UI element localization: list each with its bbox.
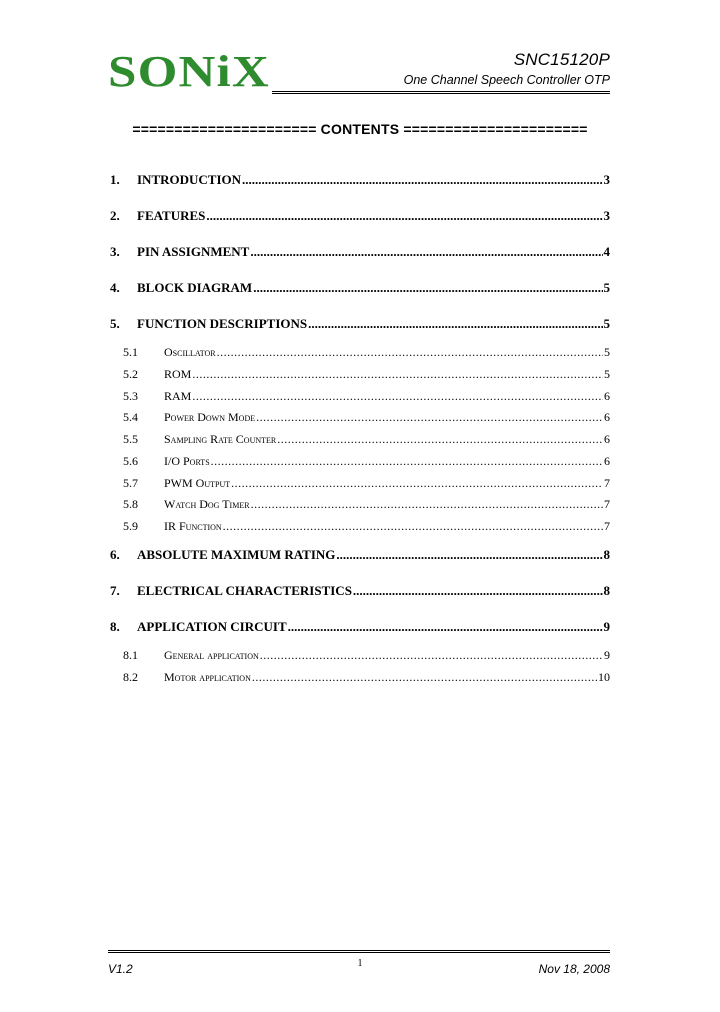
toc-dot-leader <box>288 619 603 635</box>
toc-entry-page: 3 <box>603 172 610 187</box>
toc-entry-absolute-maximum-rating[interactable] <box>110 547 610 563</box>
toc-entry-number: 8.1 <box>123 648 138 662</box>
toc-dot-leader <box>336 547 602 563</box>
toc-entry-number: 5.1 <box>123 345 138 359</box>
toc-entry-number: 5. <box>110 316 120 331</box>
toc-entry-title: PIN ASSIGNMENT <box>137 244 250 259</box>
toc-entry-title: FUNCTION DESCRIPTIONS <box>137 316 308 331</box>
toc-entry-introduction[interactable] <box>110 172 610 188</box>
header-rule-secondary <box>272 93 610 94</box>
svg-text:SONiX: SONiX <box>108 50 270 92</box>
toc-entry-title: Watch Dog Timer <box>164 497 250 511</box>
toc-entry-page: 3 <box>603 208 610 223</box>
toc-entry-number: 5.2 <box>123 367 138 381</box>
toc-entry-page: 5 <box>603 280 610 295</box>
sonix-logo <box>108 50 272 92</box>
toc-dot-leader <box>250 244 602 260</box>
toc-entry-title: ELECTRICAL CHARACTERISTICS <box>137 583 352 598</box>
footer-rule <box>108 950 610 951</box>
document-subtitle: One Channel Speech Controller OTP <box>403 73 610 87</box>
toc-entry-page: 5 <box>603 316 610 331</box>
toc-entry-page: 7 <box>604 519 610 533</box>
toc-entry-page: 7 <box>604 476 610 490</box>
toc-entry-title: BLOCK DIAGRAM <box>137 280 253 295</box>
toc-entry-rom[interactable] <box>123 367 610 382</box>
toc-entry-page: 8 <box>603 583 610 598</box>
toc-entry-number: 7. <box>110 583 120 598</box>
toc-entry-title: PWM Output <box>164 476 231 490</box>
toc-dot-leader <box>253 280 602 296</box>
toc-entry-io-ports[interactable] <box>123 454 610 469</box>
footer-page-number: 1 <box>357 958 363 969</box>
toc-entry-block-diagram[interactable] <box>110 280 610 296</box>
toc-entry-title: APPLICATION CIRCUIT <box>137 619 287 634</box>
toc-entry-title: RAM <box>164 389 192 403</box>
toc-dot-leader <box>192 389 603 404</box>
toc-entry-features[interactable] <box>110 208 610 224</box>
toc-entry-pin-assignment[interactable] <box>110 244 610 260</box>
toc-entry-electrical-characteristics[interactable] <box>110 583 610 599</box>
toc-entry-page: 4 <box>603 244 610 259</box>
toc-entry-general-application[interactable] <box>123 648 610 663</box>
toc-entry-title: Motor application <box>164 670 251 684</box>
toc-dot-leader <box>308 316 602 332</box>
toc-entry-ir-function[interactable] <box>123 519 610 534</box>
toc-entry-number: 5.6 <box>123 454 138 468</box>
toc-entry-page: 9 <box>604 648 610 662</box>
toc-entry-number: 1. <box>110 172 120 187</box>
toc-entry-page: 9 <box>603 619 610 634</box>
toc-entry-pwm-output[interactable] <box>123 476 610 491</box>
toc-entry-page: 5 <box>604 345 610 359</box>
toc-dot-leader <box>206 208 602 224</box>
toc-entry-number: 3. <box>110 244 120 259</box>
toc-entry-ram[interactable] <box>123 389 610 404</box>
toc-entry-page: 5 <box>604 367 610 381</box>
toc-entry-oscillator[interactable] <box>123 345 610 360</box>
toc-entry-page: 7 <box>604 497 610 511</box>
document-title: SNC15120P <box>513 50 610 69</box>
toc-entry-number: 8.2 <box>123 670 138 684</box>
toc-dot-leader <box>211 454 603 469</box>
toc-entry-number: 5.7 <box>123 476 138 490</box>
toc-entry-page: 6 <box>604 432 610 446</box>
toc-dot-leader <box>260 648 603 663</box>
toc-dot-leader <box>217 345 603 360</box>
toc-dot-leader <box>252 670 597 685</box>
toc-entry-number: 5.3 <box>123 389 138 403</box>
toc-entry-number: 4. <box>110 280 120 295</box>
toc-entry-watch-dog-timer[interactable] <box>123 497 610 512</box>
toc-entry-page: 6 <box>604 454 610 468</box>
toc-entry-title: FEATURES <box>137 208 206 223</box>
toc-entry-title: Oscillator <box>164 345 216 359</box>
contents-heading: ====================== CONTENTS ====================== <box>132 121 588 137</box>
toc-entry-page: 10 <box>598 670 610 684</box>
toc-dot-leader <box>192 367 603 382</box>
toc-entry-number: 8. <box>110 619 120 634</box>
toc-entry-number: 2. <box>110 208 120 223</box>
footer-rule-secondary <box>108 952 610 953</box>
toc-entry-page: 6 <box>604 410 610 424</box>
toc-entry-page: 8 <box>603 547 610 562</box>
footer-version: V1.2 <box>108 962 133 976</box>
toc-entry-number: 5.5 <box>123 432 138 446</box>
toc-dot-leader <box>353 583 603 599</box>
toc-dot-leader <box>223 519 603 534</box>
toc-entry-motor-application[interactable] <box>123 670 610 685</box>
toc-entry-title: IR Function <box>164 519 222 533</box>
toc-entry-page: 6 <box>604 389 610 403</box>
header-rule <box>272 91 610 92</box>
toc-entry-sampling-rate-counter[interactable] <box>123 432 610 447</box>
toc-entry-title: ROM <box>164 367 192 381</box>
toc-entry-title: I/O Ports <box>164 454 210 468</box>
toc-entry-number: 6. <box>110 547 120 562</box>
toc-entry-number: 5.9 <box>123 519 138 533</box>
toc-dot-leader <box>251 497 603 512</box>
toc-entry-number: 5.8 <box>123 497 138 511</box>
toc-entry-power-down-mode[interactable] <box>123 410 610 425</box>
toc-entry-application-circuit[interactable] <box>110 619 610 635</box>
toc-dot-leader <box>231 476 603 491</box>
toc-dot-leader <box>256 410 603 425</box>
toc-entry-title: Power Down Mode <box>164 410 256 424</box>
footer-date: Nov 18, 2008 <box>538 962 610 976</box>
toc-entry-title: INTRODUCTION <box>137 172 242 187</box>
toc-entry-function-descriptions[interactable] <box>110 316 610 332</box>
toc-entry-title: General application <box>164 648 259 662</box>
toc-entry-title: ABSOLUTE MAXIMUM RATING <box>137 547 336 562</box>
toc-entry-number: 5.4 <box>123 410 138 424</box>
toc-dot-leader <box>242 172 602 188</box>
toc-entry-title: Sampling Rate Counter <box>164 432 277 446</box>
toc-dot-leader <box>277 432 603 447</box>
